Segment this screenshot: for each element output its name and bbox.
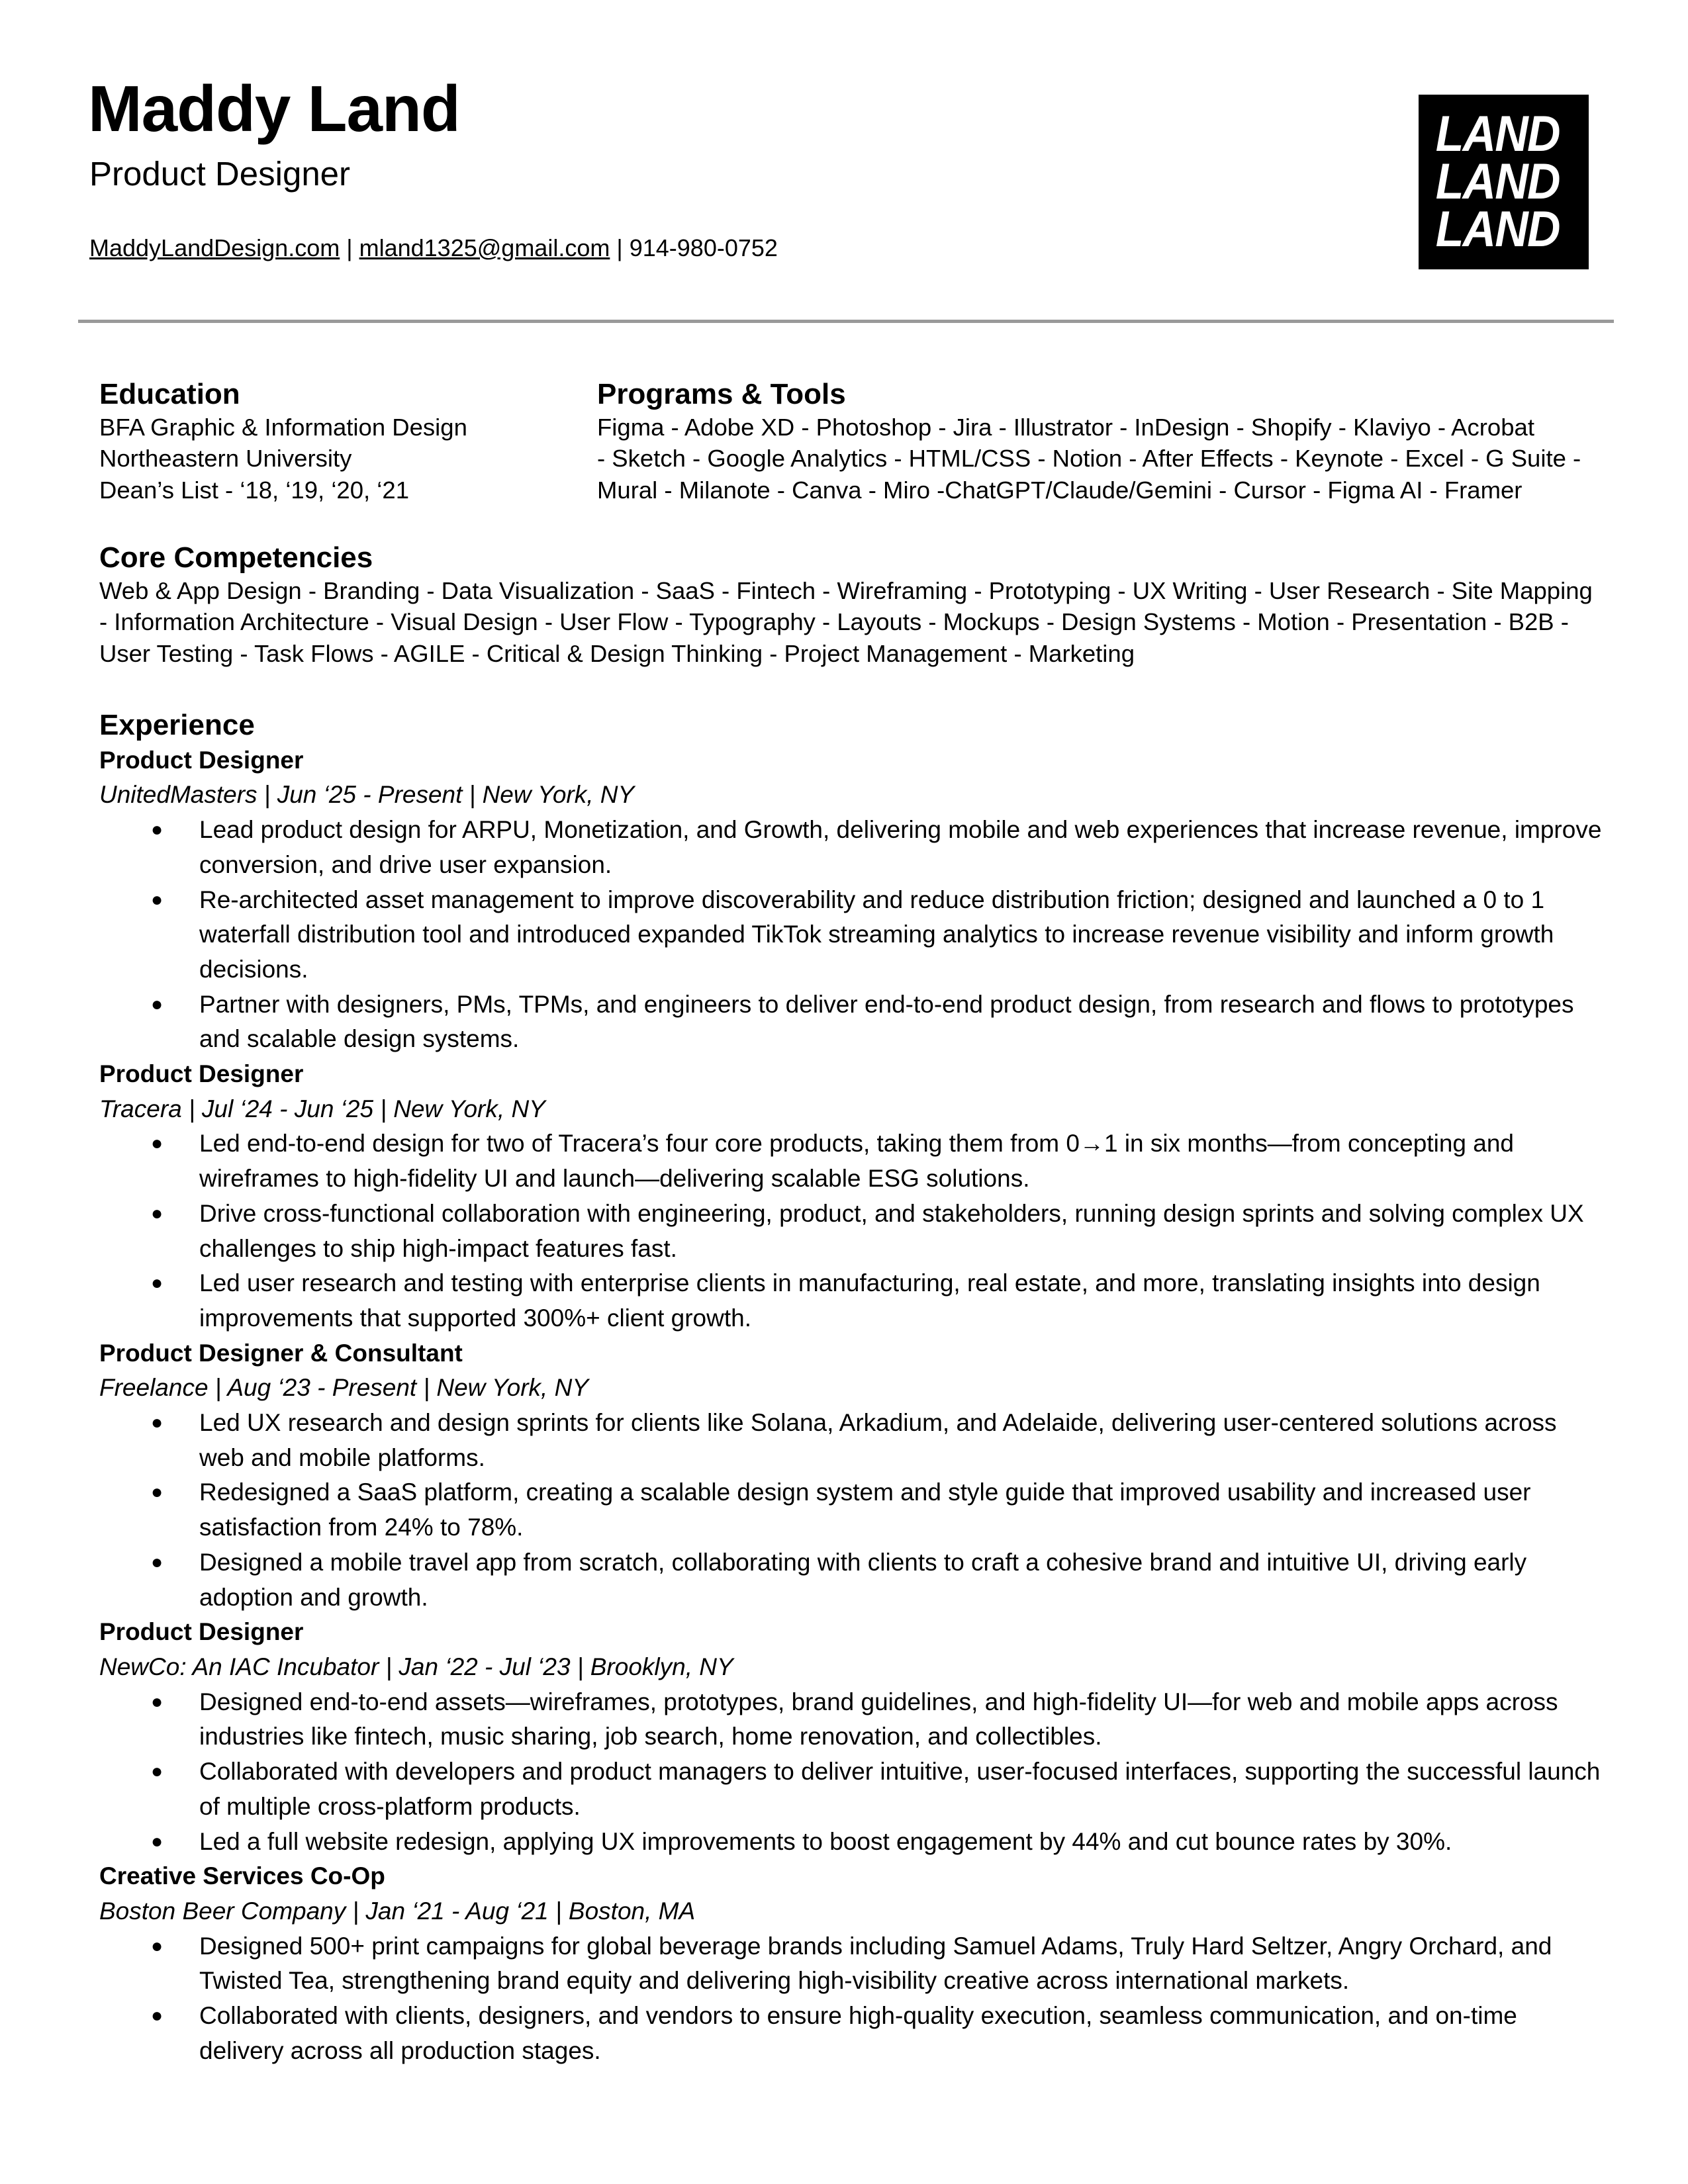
bullet-text: Re-architected asset management to improve discoverability and reduce distribution friction; designed and launched a 0 to 1 waterfall distribution tool and introduced expanded TikTok streaming analytics to increase revenue visibility and inform growth decisions. [199,886,1554,983]
competencies-line: User Testing - Task Flows - AGILE - Critical & Design Thinking - Project Management - Marketing [99,639,1135,667]
land-logo [1419,95,1589,269]
bullet-text: Led UX research and design sprints for clients like Solana, Arkadium, and Adelaide, delivering user-centered solutions across web and mobile platforms. [199,1409,1557,1471]
bullet-text: Led end-to-end design for two of Tracera’s four core products, taking them from 0→1 in six months—from concepting and wireframes to high-fidelity UI and launch—delivering scalable ESG solutions. [199,1130,1514,1193]
programs-line: - Sketch - Google Analytics - HTML/CSS - Notion - After Effects - Keynote - Excel - G Suite - [597,445,1581,473]
job-bullet [99,1545,1602,1615]
job-bullet [99,813,1602,882]
bullet-icon: ● [151,1690,164,1713]
job-title: Product Designer [99,1060,304,1088]
bullet-icon: ● [151,1202,164,1224]
separator: | [346,234,353,261]
bullet-text: Designed 500+ print campaigns for global beverage brands including Samuel Adams, Truly Hard Seltzer, Angry Orchard, and Twisted Tea, strengthening brand equity and delivering high-visibility creative across international markets. [199,1932,1552,1995]
bullet-text: Collaborated with clients, designers, and vendors to ensure high-quality execution, seamless communication, and on-time delivery across all production stages. [199,2002,1517,2064]
competencies-line: Web & App Design - Branding - Data Visualization - SaaS - Fintech - Wireframing - Prototyping - UX Writing - User Research - Site Mapping [99,577,1593,604]
job-bullet [99,1406,1602,1475]
bullet-icon: ● [151,1830,164,1852]
job-bullet [99,1929,1602,1999]
job-entry [99,1057,1602,1336]
contact-line [89,233,778,263]
job-bullet [99,1685,1602,1754]
job-bullet [99,1197,1602,1266]
job-company-dates: Tracera | Jul ‘24 - Jun ‘25 | New York, NY [99,1095,545,1122]
job-entry [99,1336,1602,1615]
website-link[interactable]: MaddyLandDesign.com [89,234,340,261]
section-heading: Core Competencies [99,541,373,574]
programs-line: Mural - Milanote - Canva - Miro -ChatGPT/Claude/Gemini - Cursor - Figma AI - Framer [597,476,1523,504]
header-divider [78,320,1614,323]
section-heading: Education [99,378,240,410]
core-competencies-section [99,541,1593,669]
bullet-text: Led a full website redesign, applying UX improvements to boost engagement by 44% and cut bounce rates by 30%. [199,1827,1452,1855]
job-bullets [99,813,1602,1057]
job-entry [99,743,1602,1057]
experience-section [99,708,1602,2068]
job-entry [99,1615,1602,1859]
job-company-dates: Freelance | Aug ‘23 - Present | New York, NY [99,1374,589,1402]
logo-line: LAND [1435,201,1560,257]
bullet-icon: ● [151,819,164,841]
job-list [99,743,1602,2069]
job-bullets [99,1685,1602,1860]
job-bullets [99,1929,1602,2069]
job-bullet [99,1825,1602,1860]
bullet-icon: ● [151,888,164,911]
bullet-text: Collaborated with developers and product managers to deliver intuitive, user-focused interfaces, supporting the successful launch of multiple cross-platform products. [199,1758,1601,1820]
bullet-icon: ● [151,1551,164,1573]
job-bullets [99,1126,1602,1336]
job-bullet [99,987,1602,1057]
education-line: BFA Graphic & Information Design [99,414,467,441]
bullet-text: Led user research and testing with enterprise clients in manufacturing, real estate, and more, translating insights into design improvements that supported 300%+ client growth. [199,1269,1540,1332]
job-company-dates: NewCo: An IAC Incubator | Jan ‘22 - Jul ‘23 | Brooklyn, NY [99,1653,733,1680]
job-title: Product Designer & Consultant [99,1339,463,1367]
job-bullets [99,1406,1602,1615]
job-company-dates: UnitedMasters | Jun ‘25 - Present | New York, NY [99,781,635,809]
section-heading: Experience [99,709,255,741]
bullet-icon: ● [151,1934,164,1957]
job-company-dates: Boston Beer Company | Jan ‘21 - Aug ‘21 | Boston, MA [99,1897,696,1925]
bullet-text: Designed a mobile travel app from scratch, collaborating with clients to craft a cohesive brand and intuitive UI, driving early adoption and growth. [199,1548,1527,1611]
job-entry [99,1859,1602,2068]
bullet-icon: ● [151,1272,164,1295]
logo-line: LAND [1435,106,1560,162]
job-bullet [99,1999,1602,2068]
phone-number: 914-980-0752 [629,234,778,261]
competencies-line: - Information Architecture - Visual Design - User Flow - Typography - Layouts - Mockups - Design Systems - Motion - Presentation - B2B - [99,608,1569,636]
job-bullet [99,1754,1602,1824]
bullet-icon: ● [151,2005,164,2027]
job-bullet [99,883,1602,987]
bullet-text: Partner with designers, PMs, TPMs, and engineers to deliver end-to-end product design, from research and flows to prototypes and scalable design systems. [199,990,1574,1053]
candidate-role: Product Designer [89,155,351,193]
job-title: Product Designer [99,746,304,774]
bullet-icon: ● [151,1481,164,1504]
programs-line: Figma - Adobe XD - Photoshop - Jira - Illustrator - InDesign - Shopify - Klaviyo - Acrobat [597,414,1534,441]
bullet-icon: ● [151,1760,164,1783]
bullet-text: Redesigned a SaaS platform, creating a scalable design system and style guide that improved usability and increased user satisfaction from 24% to 78%. [199,1479,1531,1541]
section-heading: Programs & Tools [597,378,846,410]
job-bullet [99,1126,1602,1196]
candidate-name: Maddy Land [88,72,460,145]
bullet-text: Drive cross-functional collaboration with engineering, product, and stakeholders, running design sprints and solving complex UX challenges to ship high-impact features fast. [199,1199,1584,1262]
job-bullet [99,1475,1602,1545]
bullet-text: Lead product design for ARPU, Monetization, and Growth, delivering mobile and web experiences that increase revenue, improve conversion, and drive user expansion. [199,816,1602,878]
programs-section [597,377,1581,506]
email-link[interactable]: mland1325@gmail.com [359,234,610,261]
separator: | [616,234,623,261]
education-section [99,377,467,506]
job-bullet [99,1266,1602,1336]
education-line: Northeastern University [99,445,352,473]
bullet-text: Designed end-to-end assets—wireframes, prototypes, brand guidelines, and high-fidelity UI—for web and mobile apps across industries like fintech, music sharing, job search, home renovation, and collectibles. [199,1688,1558,1751]
bullet-icon: ● [151,993,164,1015]
job-title: Creative Services Co-Op [99,1862,385,1890]
bullet-icon: ● [151,1412,164,1434]
education-line: Dean’s List - ‘18, ‘19, ‘20, ‘21 [99,476,410,504]
job-title: Product Designer [99,1618,304,1646]
logo-line: LAND [1435,154,1560,210]
bullet-icon: ● [151,1132,164,1155]
